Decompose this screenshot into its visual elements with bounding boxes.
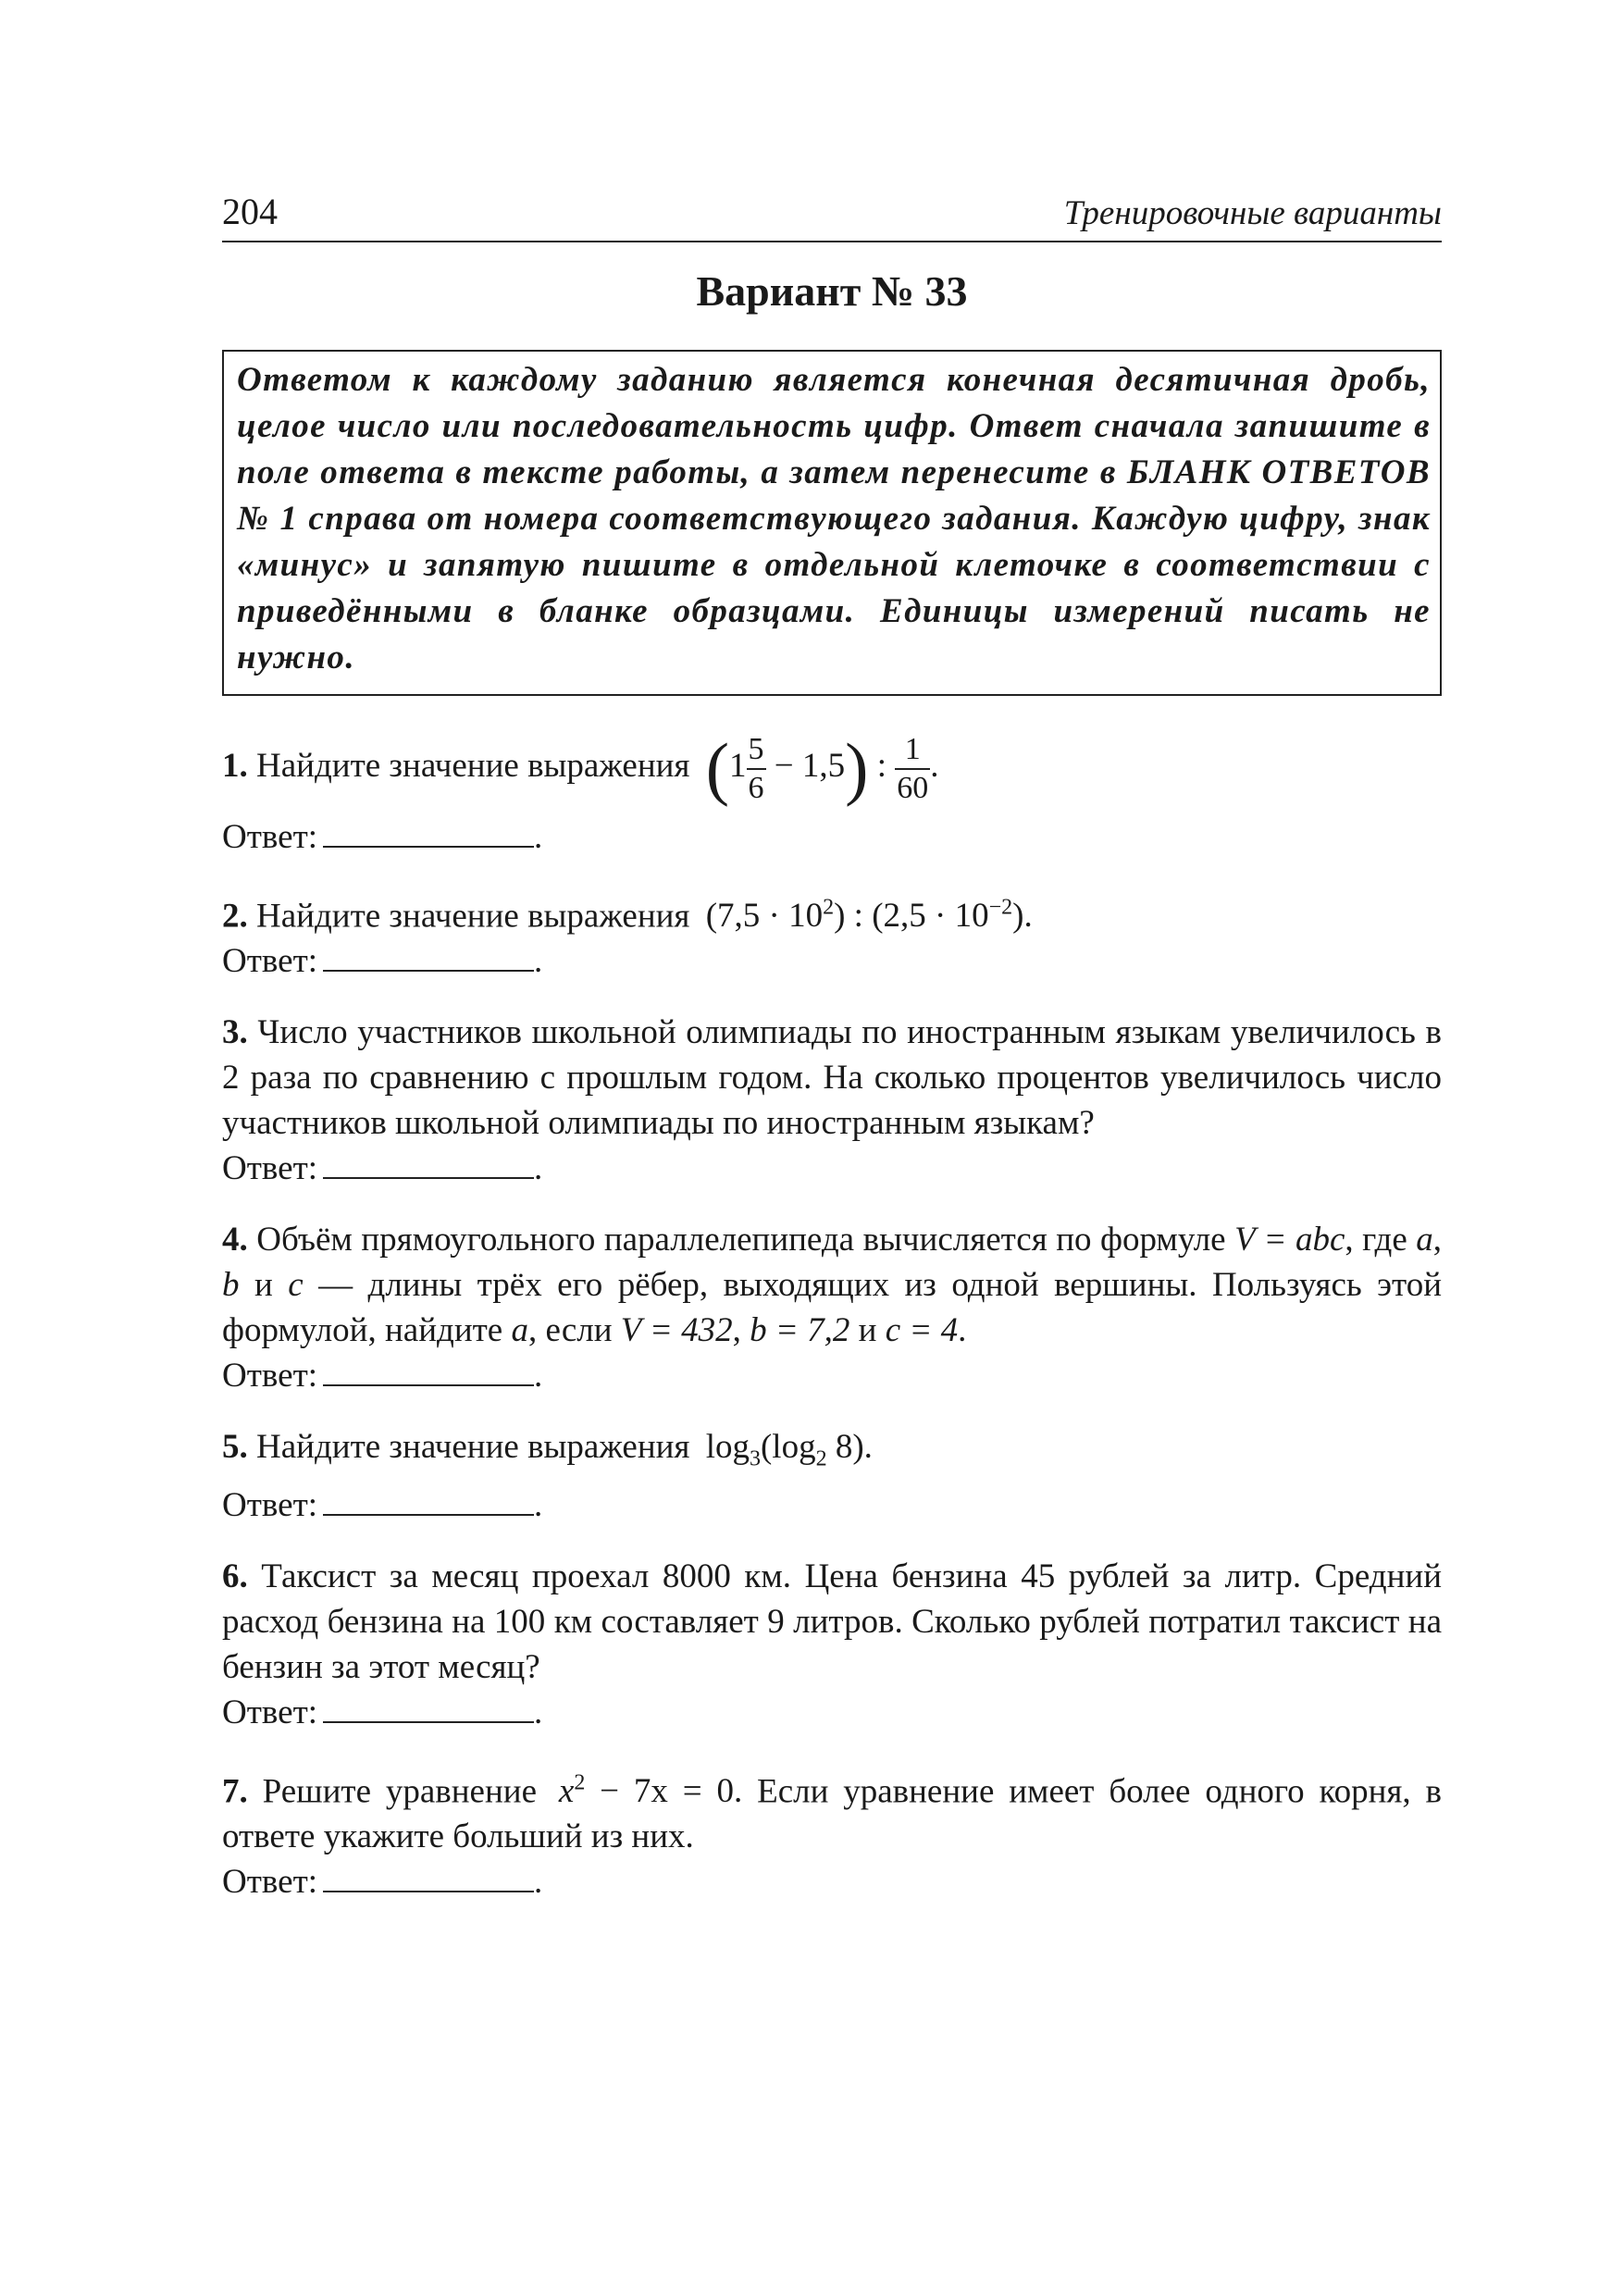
section-title: Тренировочные варианты	[1063, 194, 1442, 232]
answer-line[interactable]	[323, 1486, 534, 1516]
answer-field-2[interactable]: Ответ: .	[222, 942, 543, 981]
answer-line[interactable]	[323, 818, 534, 848]
answer-line[interactable]	[323, 1149, 534, 1179]
task-6	[222, 1554, 1442, 1690]
task-text: Решите уравнение	[262, 1772, 538, 1811]
answer-label: Ответ:	[222, 818, 318, 856]
equation: $x^2 - 7x = 0$.	[558, 1770, 743, 1811]
task-text: Найдите значение выражения	[256, 747, 690, 785]
formula: V = abc	[1234, 1221, 1345, 1259]
answer-line[interactable]	[323, 1357, 534, 1386]
answer-field-3[interactable]: Ответ: .	[222, 1149, 543, 1188]
task-number: 3.	[222, 1013, 248, 1052]
task-text: Найдите значение выражения	[256, 897, 690, 936]
answer-line[interactable]	[323, 942, 534, 972]
task-2	[222, 886, 1442, 938]
answer-line[interactable]	[323, 1863, 534, 1892]
answer-label: Ответ:	[222, 1863, 318, 1902]
task-number: 7.	[222, 1772, 248, 1811]
page-number: 204	[222, 191, 278, 232]
answer-field-7[interactable]: Ответ: .	[222, 1863, 543, 1902]
task-number: 6.	[222, 1557, 248, 1595]
running-header	[222, 185, 1442, 242]
answer-field-4[interactable]: Ответ: .	[222, 1357, 543, 1396]
task-1	[222, 727, 1442, 808]
task-number: 2.	[222, 897, 248, 936]
answer-line[interactable]	[323, 1693, 534, 1723]
answer-field-6[interactable]: Ответ: .	[222, 1693, 543, 1731]
task-text: Объём прямоугольного параллелепипеда вычисляется по формуле	[256, 1221, 1226, 1259]
task-number: 1.	[222, 747, 248, 785]
task-text: Найдите значение выражения	[256, 1428, 690, 1467]
task-4: 4. Объём прямоугольного параллелепипеда вычисляется по формуле V = abc, где a, b и c — длины трёх его рёбер, выходящих из одной вершины. Пользуясь этой формулой, найдите a, если V = 432, b = 7,2 и c = 4.	[222, 1221, 1443, 1350]
math-expression: $\log_3(\log_2$ 8).	[705, 1428, 873, 1471]
task-5	[222, 1424, 1442, 1482]
task-text: Таксист за месяц проехал 8000 км. Цена бензина 45 рублей за литр. Средний расход бензина на 100 км составляет 9 литров. Сколько рублей потратил таксист на бензин за этот месяц?	[222, 1557, 1442, 1686]
answer-field-5[interactable]: Ответ: .	[222, 1485, 543, 1524]
math-expression: (1 $\frac{5}{6}$ − 1,5) : $\frac{1}{60}$ .	[705, 729, 939, 808]
instructions-box: Ответом к каждому заданию является конечная десятичная дробь, целое число или последовательность цифр. Ответ сначала запишите в поле ответа в тексте работы, а затем перенесите в БЛАНК ОТВЕТОВ № 1 справа от номера соответствующего задания. Каждую цифру, знак «минус» и запятую пишите в отдельной клеточке в соответствии с приведёнными в бланке образцами. Единицы измерений писать не нужно.	[222, 350, 1442, 696]
math-expression: $(7,5 \cdot 10^2)$ : $(2,5 \cdot 10^{-2})$.	[705, 896, 1033, 936]
task-text: Число участников школьной олимпиады по иностранным языкам увеличилось в 2 раза по сравнению с прошлым годом. На сколько процентов увеличилось число участников школьной олимпиады по иностранным языкам?	[222, 1013, 1442, 1143]
task-number: 4.	[222, 1221, 248, 1259]
answer-label: Ответ:	[222, 1485, 318, 1524]
answer-label: Ответ:	[222, 942, 318, 981]
task-7: 7. Решите уравнение $x^2 - 7x = 0$. Если уравнение имеет более одного корня, в ответе укажите больший из них.	[222, 1770, 1442, 1856]
variant-title: Вариант № 33	[696, 267, 968, 315]
answer-label: Ответ:	[222, 1149, 318, 1188]
answer-field-1[interactable]: Ответ: .	[222, 818, 543, 856]
answer-label: Ответ:	[222, 1693, 318, 1731]
page	[222, 185, 1442, 1904]
task-3	[222, 1010, 1442, 1146]
task-number: 5.	[222, 1428, 248, 1467]
answer-label: Ответ:	[222, 1357, 318, 1396]
